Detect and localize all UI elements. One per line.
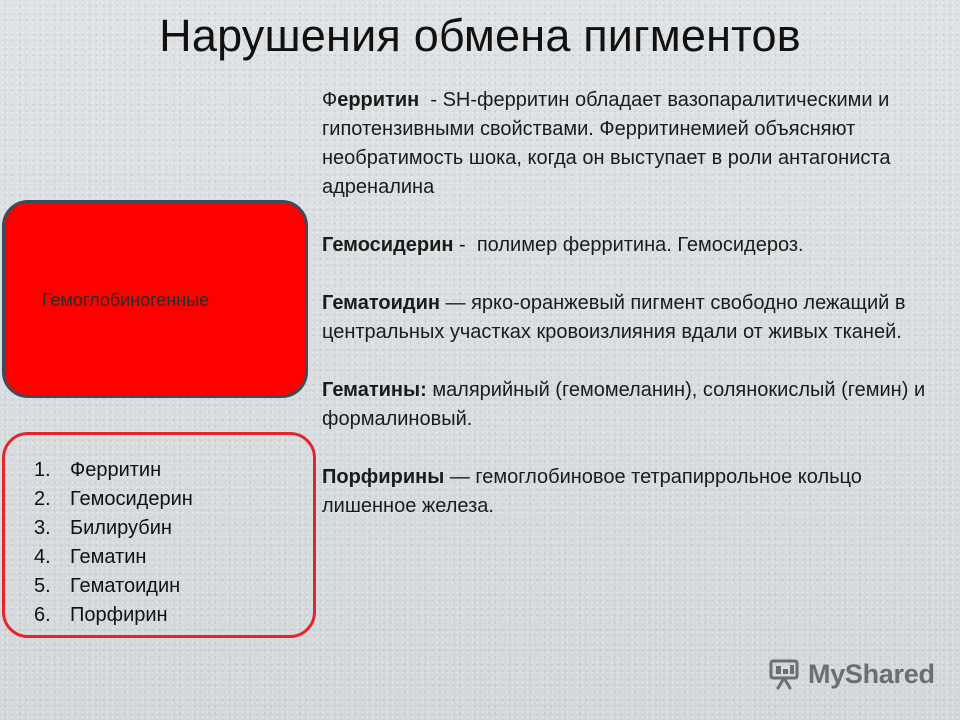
- definitions: [322, 86, 952, 521]
- category-label: Гемоглобиногенные: [42, 290, 210, 310]
- definition-hemosiderin: [322, 231, 952, 260]
- definition-text: SH-ферритин обладает вазопаралитическими и гипотензивными свойствами. Ферритинемией объясняют необратимость шока, когда он выступает в роли антагониста адреналина: [322, 89, 891, 198]
- term-hematins: Гематины:: [322, 379, 427, 401]
- definition-hematoidin: [322, 289, 952, 347]
- term-hematoidin: Гематоидин: [322, 292, 440, 314]
- term-ferritin: ерритин: [337, 89, 420, 111]
- list-item: [34, 514, 193, 543]
- term-porphyrins: Порфирины: [322, 466, 445, 488]
- list-item-number: 5.: [34, 575, 51, 597]
- definition-porphyrins: [322, 463, 952, 521]
- list-item-number: 3.: [34, 517, 51, 539]
- list-item-number: 1.: [34, 459, 51, 481]
- slide-title: Нарушения обмена пигментов: [159, 10, 801, 61]
- list-item: [34, 601, 193, 630]
- list-item-text: Гематин: [70, 546, 147, 568]
- term-separator: -: [453, 234, 477, 256]
- term-separator: —: [439, 292, 472, 314]
- term-hemosiderin: Гемосидерин: [322, 234, 454, 256]
- list-item-text: Порфирин: [70, 604, 168, 626]
- definition-text: полимер ферритина. Гемосидероз.: [476, 234, 804, 256]
- list-item-text: Билирубин: [70, 517, 172, 539]
- definition-ferritin: [322, 86, 952, 202]
- list-item-text: Гематоидин: [70, 575, 181, 597]
- list-item-text: Ферритин: [70, 459, 162, 481]
- presentation-icon: [768, 657, 802, 691]
- list-item: [34, 543, 193, 572]
- watermark-logo: [768, 656, 935, 692]
- list-item: [34, 456, 193, 485]
- watermark-text: MyShared: [808, 658, 935, 689]
- pigment-list: [34, 456, 193, 630]
- definition-text: малярийный (гемомеланин), солянокислый (гемин) и формалиновый.: [322, 379, 926, 430]
- list-item-number: 2.: [34, 488, 51, 510]
- list-item-number: 4.: [34, 546, 51, 568]
- list-item-number: 6.: [34, 604, 51, 626]
- list-item-text: Гемосидерин: [70, 488, 193, 510]
- term-separator: -: [419, 89, 443, 111]
- list-item: [34, 485, 193, 514]
- definition-text: гемоглобиновое тетрапиррольное кольцо лишенное железа.: [322, 466, 862, 517]
- definition-text: ярко-оранжевый пигмент свободно лежащий в центральных участках кровоизлияния вдали от живых тканей.: [322, 292, 906, 343]
- definition-hematins: [322, 376, 952, 434]
- list-item: [34, 572, 193, 601]
- term-ferritin-initial: Ф: [322, 89, 338, 111]
- term-separator: —: [444, 466, 476, 488]
